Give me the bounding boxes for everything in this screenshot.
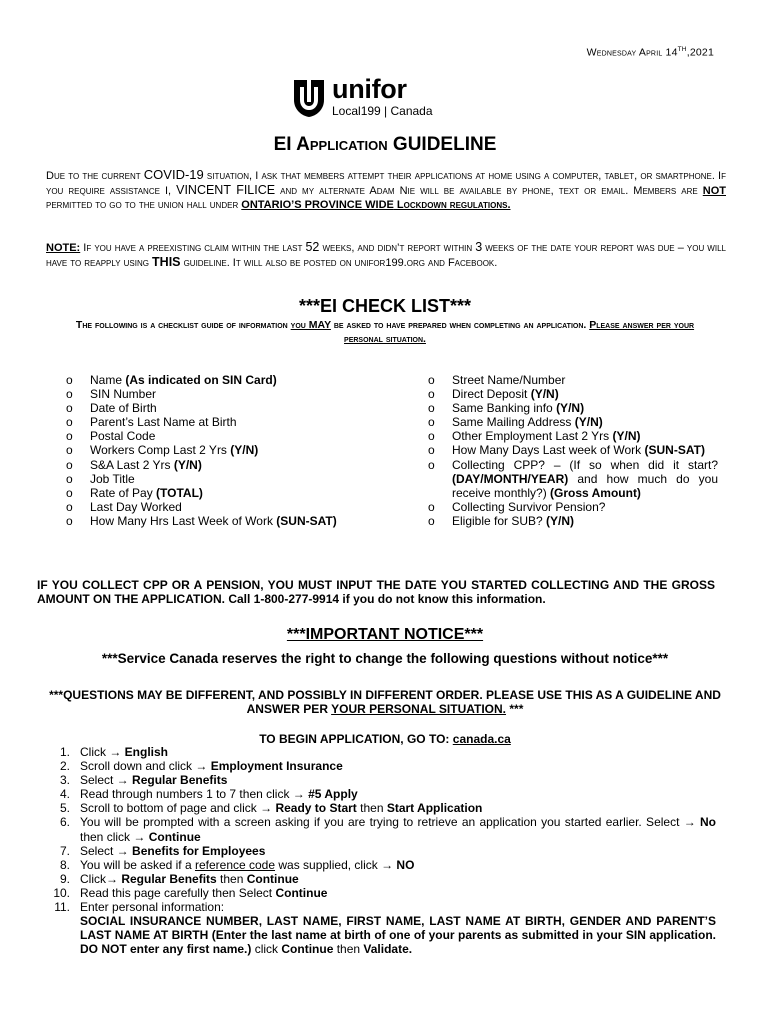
step-text: Scroll to bottom of page and click → <box>80 801 276 816</box>
step-text: Continue <box>281 942 334 957</box>
important-notice-title: ***IMPORTANT NOTICE*** <box>286 626 484 643</box>
bullet-icon: o <box>66 513 73 528</box>
unifor-logo <box>292 74 472 122</box>
checklist-right-item <box>428 373 718 387</box>
step-item <box>30 844 716 858</box>
step-text: Click→ <box>80 871 122 886</box>
bullet-icon: o <box>66 457 73 472</box>
item-text: How Many Hrs Last Week of Work <box>90 513 277 528</box>
step-text: SOCIAL INSURANCE NUMBER, LAST NAME, FIRST NAME, LAST NAME AT BIRTH, GENDER AND PARENT’S LAST NAME AT BIRTH (Enter the last name at birth of one of your parents as submitted in your SIN application. DO NOT enter any first name.) <box>80 914 716 957</box>
step-number: 4. <box>59 787 70 802</box>
checklist-left-item <box>66 429 356 443</box>
bullet-icon: o <box>66 485 73 500</box>
begin-application: TO BEGIN APPLICATION, GO TO: canada.ca <box>259 732 511 746</box>
item-text: SIN Number <box>90 387 157 402</box>
item-text: Rate of Pay <box>90 485 157 500</box>
step-text: Validate. <box>363 942 413 957</box>
step-number: 9. <box>59 871 70 886</box>
item-bold: (Y/N) <box>612 429 641 444</box>
important-notice-subtitle: ***Service Canada reserves the right to change the following questions without notice*** <box>101 651 669 666</box>
checklist-left-item <box>66 373 356 387</box>
bullet-icon: o <box>66 429 73 444</box>
step-item <box>30 914 716 956</box>
bullet-icon: o <box>66 373 73 387</box>
checklist-title: ***EI CHECK LIST*** <box>298 296 472 316</box>
step-text: then <box>216 871 247 886</box>
item-bold: (Y/N) <box>173 457 202 472</box>
checklist-left-item <box>66 458 356 472</box>
item-bold: (TOTAL) <box>156 485 203 500</box>
step-item <box>30 773 716 787</box>
checklist-left-item <box>66 486 356 500</box>
step-text: Regular Benefits <box>121 871 217 886</box>
step-text: then <box>333 942 364 957</box>
step-text: English <box>124 745 169 759</box>
step-text: Read this page carefully then Select <box>80 885 276 900</box>
step-text: Continue <box>148 829 201 844</box>
step-text: Scroll down and click → <box>80 759 211 774</box>
date-text: Wednesday April 14 <box>586 46 678 59</box>
item-text: How Many Days Last week of Work <box>452 443 645 458</box>
item-bold-2: (Gross Amount) <box>550 485 641 500</box>
step-text: Select → <box>80 843 133 858</box>
checklist-right-item <box>428 514 718 528</box>
checklist-left-item <box>66 401 356 415</box>
step-item <box>30 745 716 759</box>
checklist-right-item <box>428 458 718 500</box>
checklist-left-item <box>66 472 356 486</box>
item-text: Same Mailing Address <box>452 415 575 430</box>
date-suffix: TH <box>677 46 687 53</box>
checklist-left-item <box>66 514 356 528</box>
step-number: 2. <box>59 759 70 774</box>
item-bold: (SUN-SAT) <box>276 513 337 528</box>
bullet-icon: o <box>66 387 73 402</box>
bullet-icon: o <box>428 387 435 402</box>
step-text: Continue <box>275 885 328 900</box>
item-text: Workers Comp Last 2 Yrs <box>90 443 231 458</box>
step-text: Ready to Start <box>275 801 357 816</box>
bullet-icon: o <box>428 401 435 416</box>
bullet-icon: o <box>428 499 435 514</box>
application-steps <box>30 745 716 956</box>
step-number: 8. <box>59 857 70 872</box>
cpp-warning: IF YOU COLLECT CPP OR A PENSION, YOU MUST INPUT THE DATE YOU STARTED COLLECTING AND THE GROSS AMOUNT ON THE APPLICATION. Call 1-800-277-9914 if you do not know this information. <box>37 578 715 607</box>
bullet-icon: o <box>66 471 73 486</box>
canada-ca-link[interactable]: canada.ca <box>452 732 511 746</box>
step-text: Click → <box>80 745 125 759</box>
item-text: Postal Code <box>90 429 156 444</box>
item-bold: (Y/N) <box>230 443 259 458</box>
item-text: Name <box>90 373 126 387</box>
checklist-subtitle: The following is a checklist guide of information you MAY be asked to have prepared when completing an application. Please answer per your personal situation. <box>75 319 695 345</box>
step-text: You will be prompted with a screen asking if you are trying to retrieve an application you started earlier. Select → <box>80 815 700 830</box>
logo-subtitle: Local199 | Canada <box>332 104 433 118</box>
checklist-left-item <box>66 443 356 457</box>
item-text: Job Title <box>90 471 135 486</box>
bullet-icon: o <box>428 443 435 458</box>
step-text: then click → <box>80 829 149 844</box>
item-text: S&A Last 2 Yrs <box>90 457 174 472</box>
item-text: Street Name/Number <box>452 373 566 387</box>
checklist-right-item <box>428 443 718 457</box>
step-number: 6. <box>59 815 70 830</box>
step-text: reference code <box>194 857 276 872</box>
step-text: Select → <box>80 773 133 788</box>
checklist-left-item <box>66 387 356 401</box>
logo-wordmark: unifor <box>332 74 407 104</box>
checklist-left-item <box>66 415 356 429</box>
step-text: click <box>251 942 282 957</box>
step-text: Read through numbers 1 to 7 then click → <box>80 787 309 802</box>
step-text: NO <box>396 857 415 872</box>
item-bold: (As indicated on SIN Card) <box>125 373 277 387</box>
checklist-right-column <box>428 373 718 528</box>
intro-paragraph: Due to the current COVID-19 situation, I ask that members attempt their applications at home using a computer, tablet, or smartphone. If you require assistance I, VINCENT FILICE and my alternate Adam Nie will be available by phone, text or email. Members are NOT permitted to go to the union hall under ONTARIO’S PROVINCE WIDE Lockdown regulations. <box>46 167 727 211</box>
item-text: Same Banking info <box>452 401 557 416</box>
date-year: ,2021 <box>686 46 714 59</box>
item-bold: (Y/N) <box>556 401 585 416</box>
bullet-icon: o <box>66 443 73 458</box>
bullet-icon: o <box>66 401 73 416</box>
unifor-shield-icon <box>292 78 326 118</box>
bullet-icon: o <box>66 415 73 430</box>
checklist-right-item <box>428 415 718 429</box>
step-item <box>30 858 716 872</box>
checklist-right-item <box>428 401 718 415</box>
item-text: Collecting CPP? – (If so when did it start? <box>452 457 718 472</box>
item-text: Direct Deposit <box>452 387 531 402</box>
step-text: No <box>700 815 716 830</box>
item-bold: (Y/N) <box>574 415 603 430</box>
step-number: 1. <box>59 745 70 759</box>
item-text: Parent’s Last Name at Birth <box>90 415 237 430</box>
step-item <box>30 801 716 815</box>
checklist-right-item <box>428 387 718 401</box>
checklist-left-column <box>66 373 356 528</box>
step-text: You will be asked if a <box>80 857 195 872</box>
step-item <box>30 759 716 773</box>
step-number: 11. <box>54 900 70 915</box>
item-text: Date of Birth <box>90 401 157 416</box>
step-text: Enter personal information: <box>80 900 225 915</box>
step-item <box>30 886 716 900</box>
bullet-icon: o <box>428 429 435 444</box>
checklist-right-item <box>428 500 718 514</box>
item-text: Collecting Survivor Pension? <box>452 499 606 514</box>
step-text: Continue <box>246 871 299 886</box>
item-bold: (SUN-SAT) <box>644 443 705 458</box>
note-paragraph: NOTE: If you have a preexisting claim within the last 52 weeks, and didn’t report within 3 weeks of the date your report was due – you will have to reapply using THIS guideline. It will also be posted on unifor199.org and Facebook. <box>46 240 726 269</box>
step-number: 10. <box>53 885 70 900</box>
step-item <box>30 815 716 843</box>
bullet-icon: o <box>428 513 435 528</box>
bullet-icon: o <box>428 457 435 472</box>
important-notice-detail: ***QUESTIONS MAY BE DIFFERENT, AND POSSIBLY IN DIFFERENT ORDER. PLEASE USE THIS AS A GUIDELINE AND ANSWER PER YOUR PERSONAL SITUATION. *** <box>49 688 721 716</box>
step-text: Employment Insurance <box>210 759 343 774</box>
checklist-left-item <box>66 500 356 514</box>
checklist-right-item <box>428 429 718 443</box>
bullet-icon: o <box>428 373 435 387</box>
step-text: Regular Benefits <box>132 773 228 788</box>
bullet-icon: o <box>66 499 73 514</box>
step-item <box>30 872 716 886</box>
item-text: Eligible for SUB? <box>452 513 547 528</box>
step-text: was supplied, click → <box>275 857 397 872</box>
step-number: 7. <box>59 843 70 858</box>
step-item <box>30 900 716 914</box>
step-text: Benefits for Employees <box>132 843 266 858</box>
note-label: NOTE: <box>46 242 81 254</box>
item-text: Last Day Worked <box>90 499 182 514</box>
step-item <box>30 787 716 801</box>
page-title: EI Application GUIDELINE <box>273 134 497 155</box>
item-bold: (Y/N) <box>546 513 575 528</box>
item-text: Other Employment Last 2 Yrs <box>452 429 613 444</box>
step-text: Start Application <box>386 801 483 816</box>
item-bold: (DAY/MONTH/YEAR) <box>452 471 569 486</box>
bullet-icon: o <box>428 415 435 430</box>
step-text: #5 Apply <box>308 787 358 802</box>
item-bold: (Y/N) <box>530 387 559 402</box>
step-number: 5. <box>59 801 70 816</box>
document-date <box>587 46 714 59</box>
item-text-after: and how much do you receive monthly?) <box>452 471 718 500</box>
step-text: then <box>356 801 387 816</box>
step-number: 3. <box>59 773 70 788</box>
